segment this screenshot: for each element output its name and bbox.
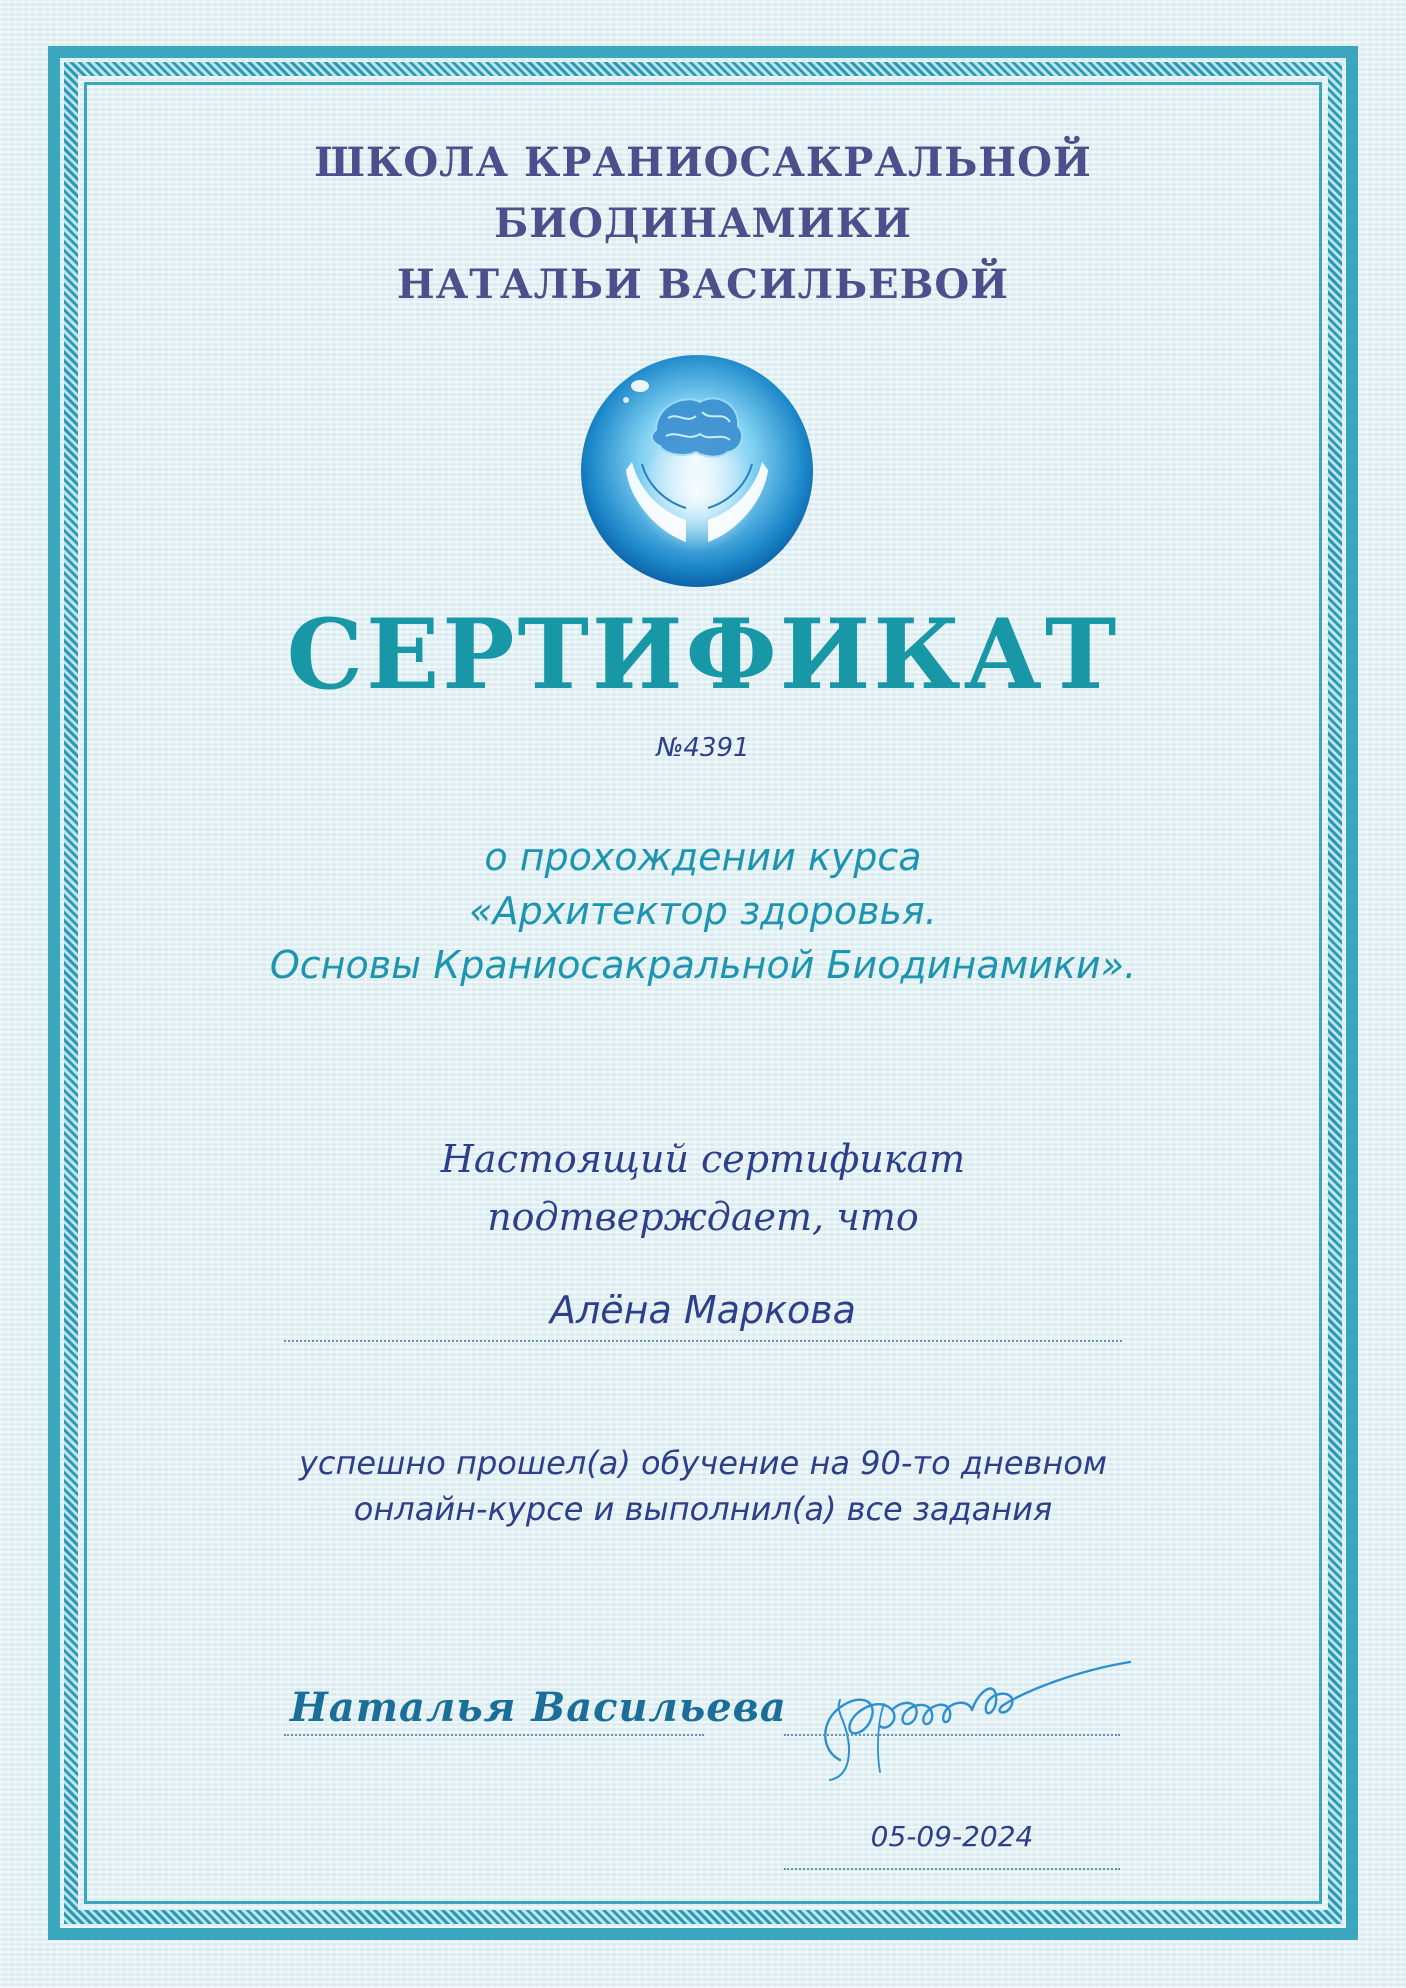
result-text [0, 1440, 1406, 1532]
confirmation-text [0, 1130, 1406, 1246]
course-line2: «Архитектор здоровья. [469, 889, 937, 933]
school-name-line2: БИОДИНАМИКИ [494, 200, 912, 247]
confirm-line1: Настоящий сертификат [440, 1137, 966, 1181]
school-name-line1: ШКОЛА КРАНИОСАКРАЛЬНОЙ [314, 139, 1092, 186]
course-line1: о прохождении курса [484, 835, 922, 879]
certificate-number: №4391 [656, 733, 750, 763]
confirm-line2: подтверждает, что [487, 1195, 919, 1239]
decorative-border [48, 46, 1358, 1940]
brain-in-hands-icon [578, 352, 816, 590]
recipient-name: Алёна Маркова [550, 1288, 856, 1332]
recipient-underline [284, 1340, 1122, 1342]
course-description [0, 830, 1406, 992]
result-line2: онлайн-курсе и выполнил(а) все задания [353, 1490, 1053, 1528]
signature-underline [784, 1734, 1120, 1736]
signer-name: Наталья Васильева [290, 1684, 787, 1731]
date-underline [784, 1868, 1120, 1870]
handwritten-signature [780, 1640, 1140, 1790]
certificate-title: СЕРТИФИКАТ [286, 598, 1120, 711]
school-name-line3: НАТАЛЬИ ВАСИЛЬЕВОЙ [396, 261, 1010, 308]
signer-underline [284, 1734, 704, 1736]
course-line3: Основы Краниосакральной Биодинамики». [269, 943, 1137, 987]
issue-date: 05-09-2024 [870, 1820, 1034, 1853]
school-name [0, 132, 1406, 315]
result-line1: успешно прошел(а) обучение на 90-то дневном [298, 1444, 1108, 1482]
